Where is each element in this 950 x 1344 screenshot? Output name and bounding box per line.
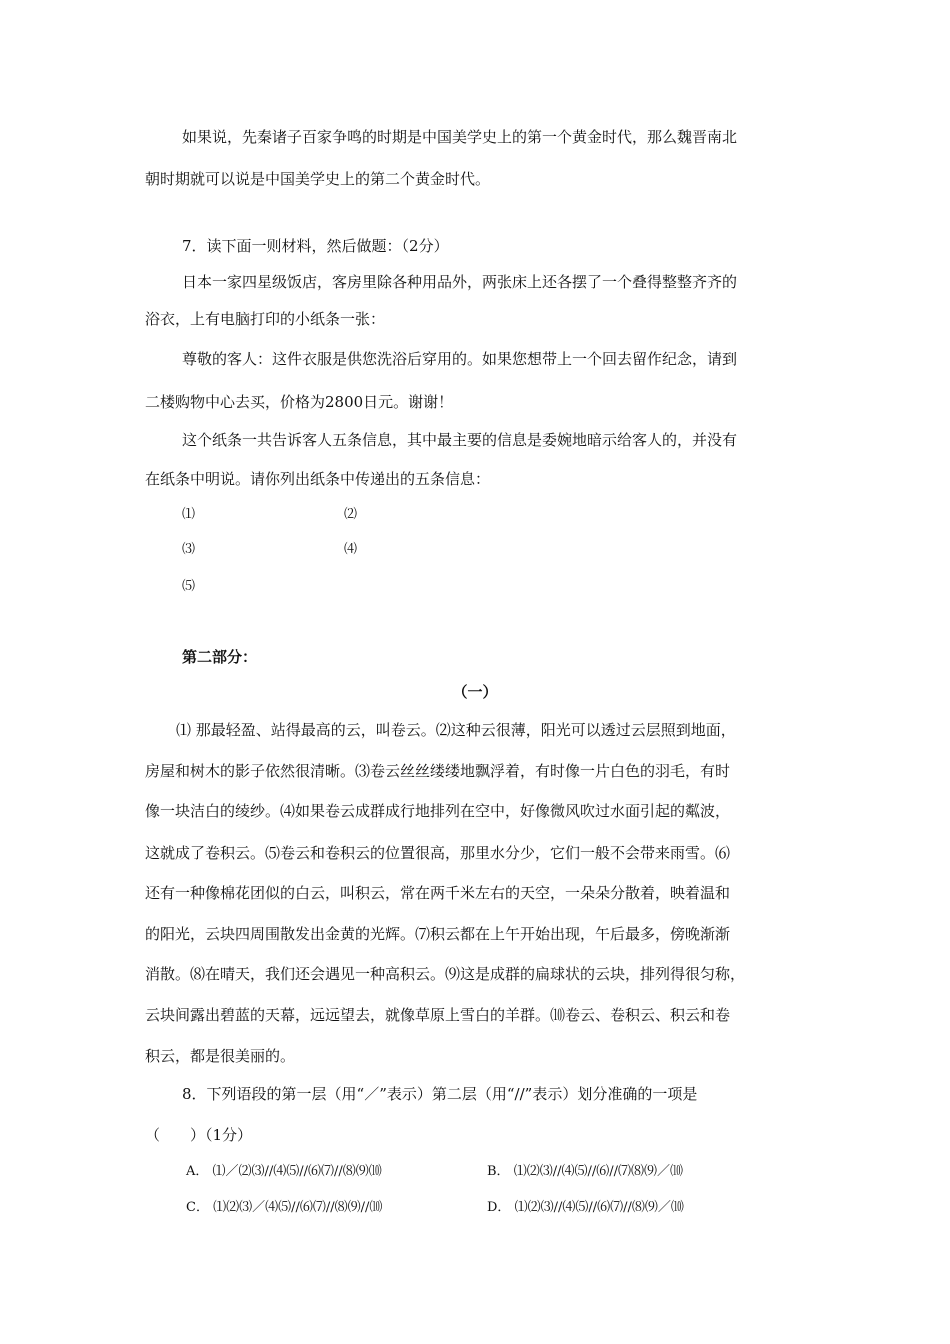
q7-p2-line-2: 二楼购物中心去买，价格为2800日元。谢谢！: [145, 393, 454, 411]
passage-line-5: 还有一种像棉花团似的白云，叫积云，常在两千米左右的天空，一朵朵分散着，映着温和: [145, 884, 731, 902]
passage-line-7: 消散。⑻在晴天，我们还会遇见一种高积云。⑼这是成群的扁球状的云块，排列得很匀称，: [145, 965, 746, 983]
q7-blank-3: ⑶: [182, 542, 196, 557]
q8-option-b: [487, 1162, 683, 1182]
q7-blank-2: ⑵: [344, 507, 358, 522]
passage-line-1: ⑴ 那最轻盈、站得最高的云，叫卷云。⑵这种云很薄，阳光可以透过云层照到地面，: [176, 721, 736, 739]
q8-option-a: [186, 1162, 382, 1182]
q7-blank-5: ⑸: [182, 579, 196, 594]
q8-option-a-letter: A．: [186, 1164, 209, 1179]
passage-line-6: 的阳光，云块四周围散发出金黄的光辉。⑺积云都在上午开始出现，午后最多，傍晚渐渐: [145, 925, 731, 943]
q8-line-2: （ ）（1分）: [145, 1126, 253, 1144]
q7-blank-4: ⑷: [344, 542, 358, 557]
q8-option-d-letter: D．: [487, 1200, 511, 1215]
q8-option-d-text: ⑴⑵⑶//⑷⑸//⑹⑺//⑻⑼／⑽: [514, 1200, 684, 1215]
q7-p2-line-1: 尊敬的客人：这件衣服是供您洗浴后穿用的。如果您想带上一个回去留作纪念，请到: [182, 350, 738, 368]
q7-p1-line-2: 浴衣，上有电脑打印的小纸条一张：: [145, 310, 386, 328]
q8-option-b-letter: B．: [487, 1164, 510, 1179]
q8-line-1: 8．下列语段的第一层（用“／”表示）第二层（用“//”表示）划分准确的一项是: [182, 1085, 698, 1103]
q8-option-b-text: ⑴⑵⑶//⑷⑸//⑹//⑺⑻⑼／⑽: [513, 1164, 683, 1179]
q7-title: 7．读下面一则材料，然后做题：（2分）: [182, 237, 449, 255]
q7-p1-line-1: 日本一家四星级饭店，客房里除各种用品外，两张床上还各摆了一个叠得整整齐齐的: [182, 273, 738, 291]
part2-section-title: （一）: [452, 683, 498, 701]
passage-line-4: 这就成了卷积云。⑸卷云和卷积云的位置很高，那里水分少，它们一般不会带来雨雪。⑹: [145, 844, 731, 862]
passage-line-8: 云块间露出碧蓝的天幕，远远望去，就像草原上雪白的羊群。⑽卷云、卷积云、积云和卷: [145, 1006, 731, 1024]
q7-blank-1: ⑴: [182, 507, 196, 522]
passage-line-2: 房屋和树木的影子依然很清晰。⑶卷云丝丝缕缕地飘浮着，有时像一片白色的羽毛，有时: [145, 762, 731, 780]
q8-option-c: [186, 1198, 382, 1218]
q7-p3-line-1: 这个纸条一共告诉客人五条信息，其中最主要的信息是委婉地暗示给客人的，并没有: [182, 431, 738, 449]
passage-line-3: 像一块洁白的绫纱。⑷如果卷云成群成行地排列在空中，好像微风吹过水面引起的粼波，: [145, 802, 731, 820]
intro-line-1: 如果说，先秦诸子百家争鸣的时期是中国美学史上的第一个黄金时代，那么魏晋南北: [182, 128, 738, 146]
part2-heading: 第二部分：: [182, 648, 258, 666]
q8-option-c-text: ⑴⑵⑶／⑷⑸//⑹⑺//⑻⑼//⑽: [213, 1200, 383, 1215]
q8-option-a-text: ⑴／⑵⑶//⑷⑸//⑹⑺//⑻⑼⑽: [212, 1164, 382, 1179]
q8-option-c-letter: C．: [186, 1200, 209, 1215]
passage-line-9: 积云，都是很美丽的。: [145, 1047, 296, 1065]
intro-line-2: 朝时期就可以说是中国美学史上的第二个黄金时代。: [145, 170, 491, 188]
q7-p3-line-2: 在纸条中明说。请你列出纸条中传递出的五条信息：: [145, 470, 491, 488]
q8-option-d: [487, 1198, 684, 1218]
